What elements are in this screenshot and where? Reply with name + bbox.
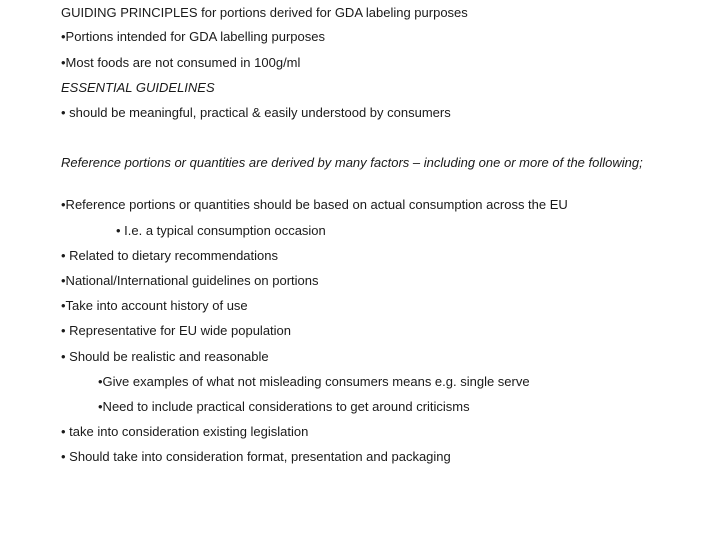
factor-typical-occasion: • I.e. a typical consumption occasion	[116, 223, 326, 238]
factor-national-guidelines: •National/International guidelines on portions	[61, 273, 319, 288]
factor-eu-population: • Representative for EU wide population	[61, 323, 292, 338]
essential-guidelines-heading: ESSENTIAL GUIDELINES	[61, 80, 215, 95]
factor-realistic: • Should be realistic and reasonable	[61, 349, 269, 364]
factor-history-of-use: •Take into account history of use	[61, 298, 248, 313]
factor-practical-considerations: •Need to include practical considerations to get around criticisms	[98, 399, 470, 414]
essential-guideline-bullet: • should be meaningful, practical & easily understood by consumers	[61, 105, 451, 120]
intro-bullet-consumption: •Most foods are not consumed in 100g/ml	[61, 55, 301, 70]
factor-actual-consumption: •Reference portions or quantities should be based on actual consumption across the EU	[61, 197, 568, 212]
factor-not-misleading: •Give examples of what not misleading consumers means e.g. single serve	[98, 374, 530, 389]
factor-existing-legislation: • take into consideration existing legislation	[61, 424, 309, 439]
intro-bullet-portions: •Portions intended for GDA labelling purposes	[61, 29, 325, 44]
page-heading: GUIDING PRINCIPLES for portions derived for GDA labeling purposes	[61, 5, 468, 20]
factor-format-packaging: • Should take into consideration format, presentation and packaging	[61, 449, 451, 464]
reference-portions-intro: Reference portions or quantities are derived by many factors – including one or more of the following;	[61, 155, 643, 170]
factor-dietary-recommendations: • Related to dietary recommendations	[61, 248, 278, 263]
